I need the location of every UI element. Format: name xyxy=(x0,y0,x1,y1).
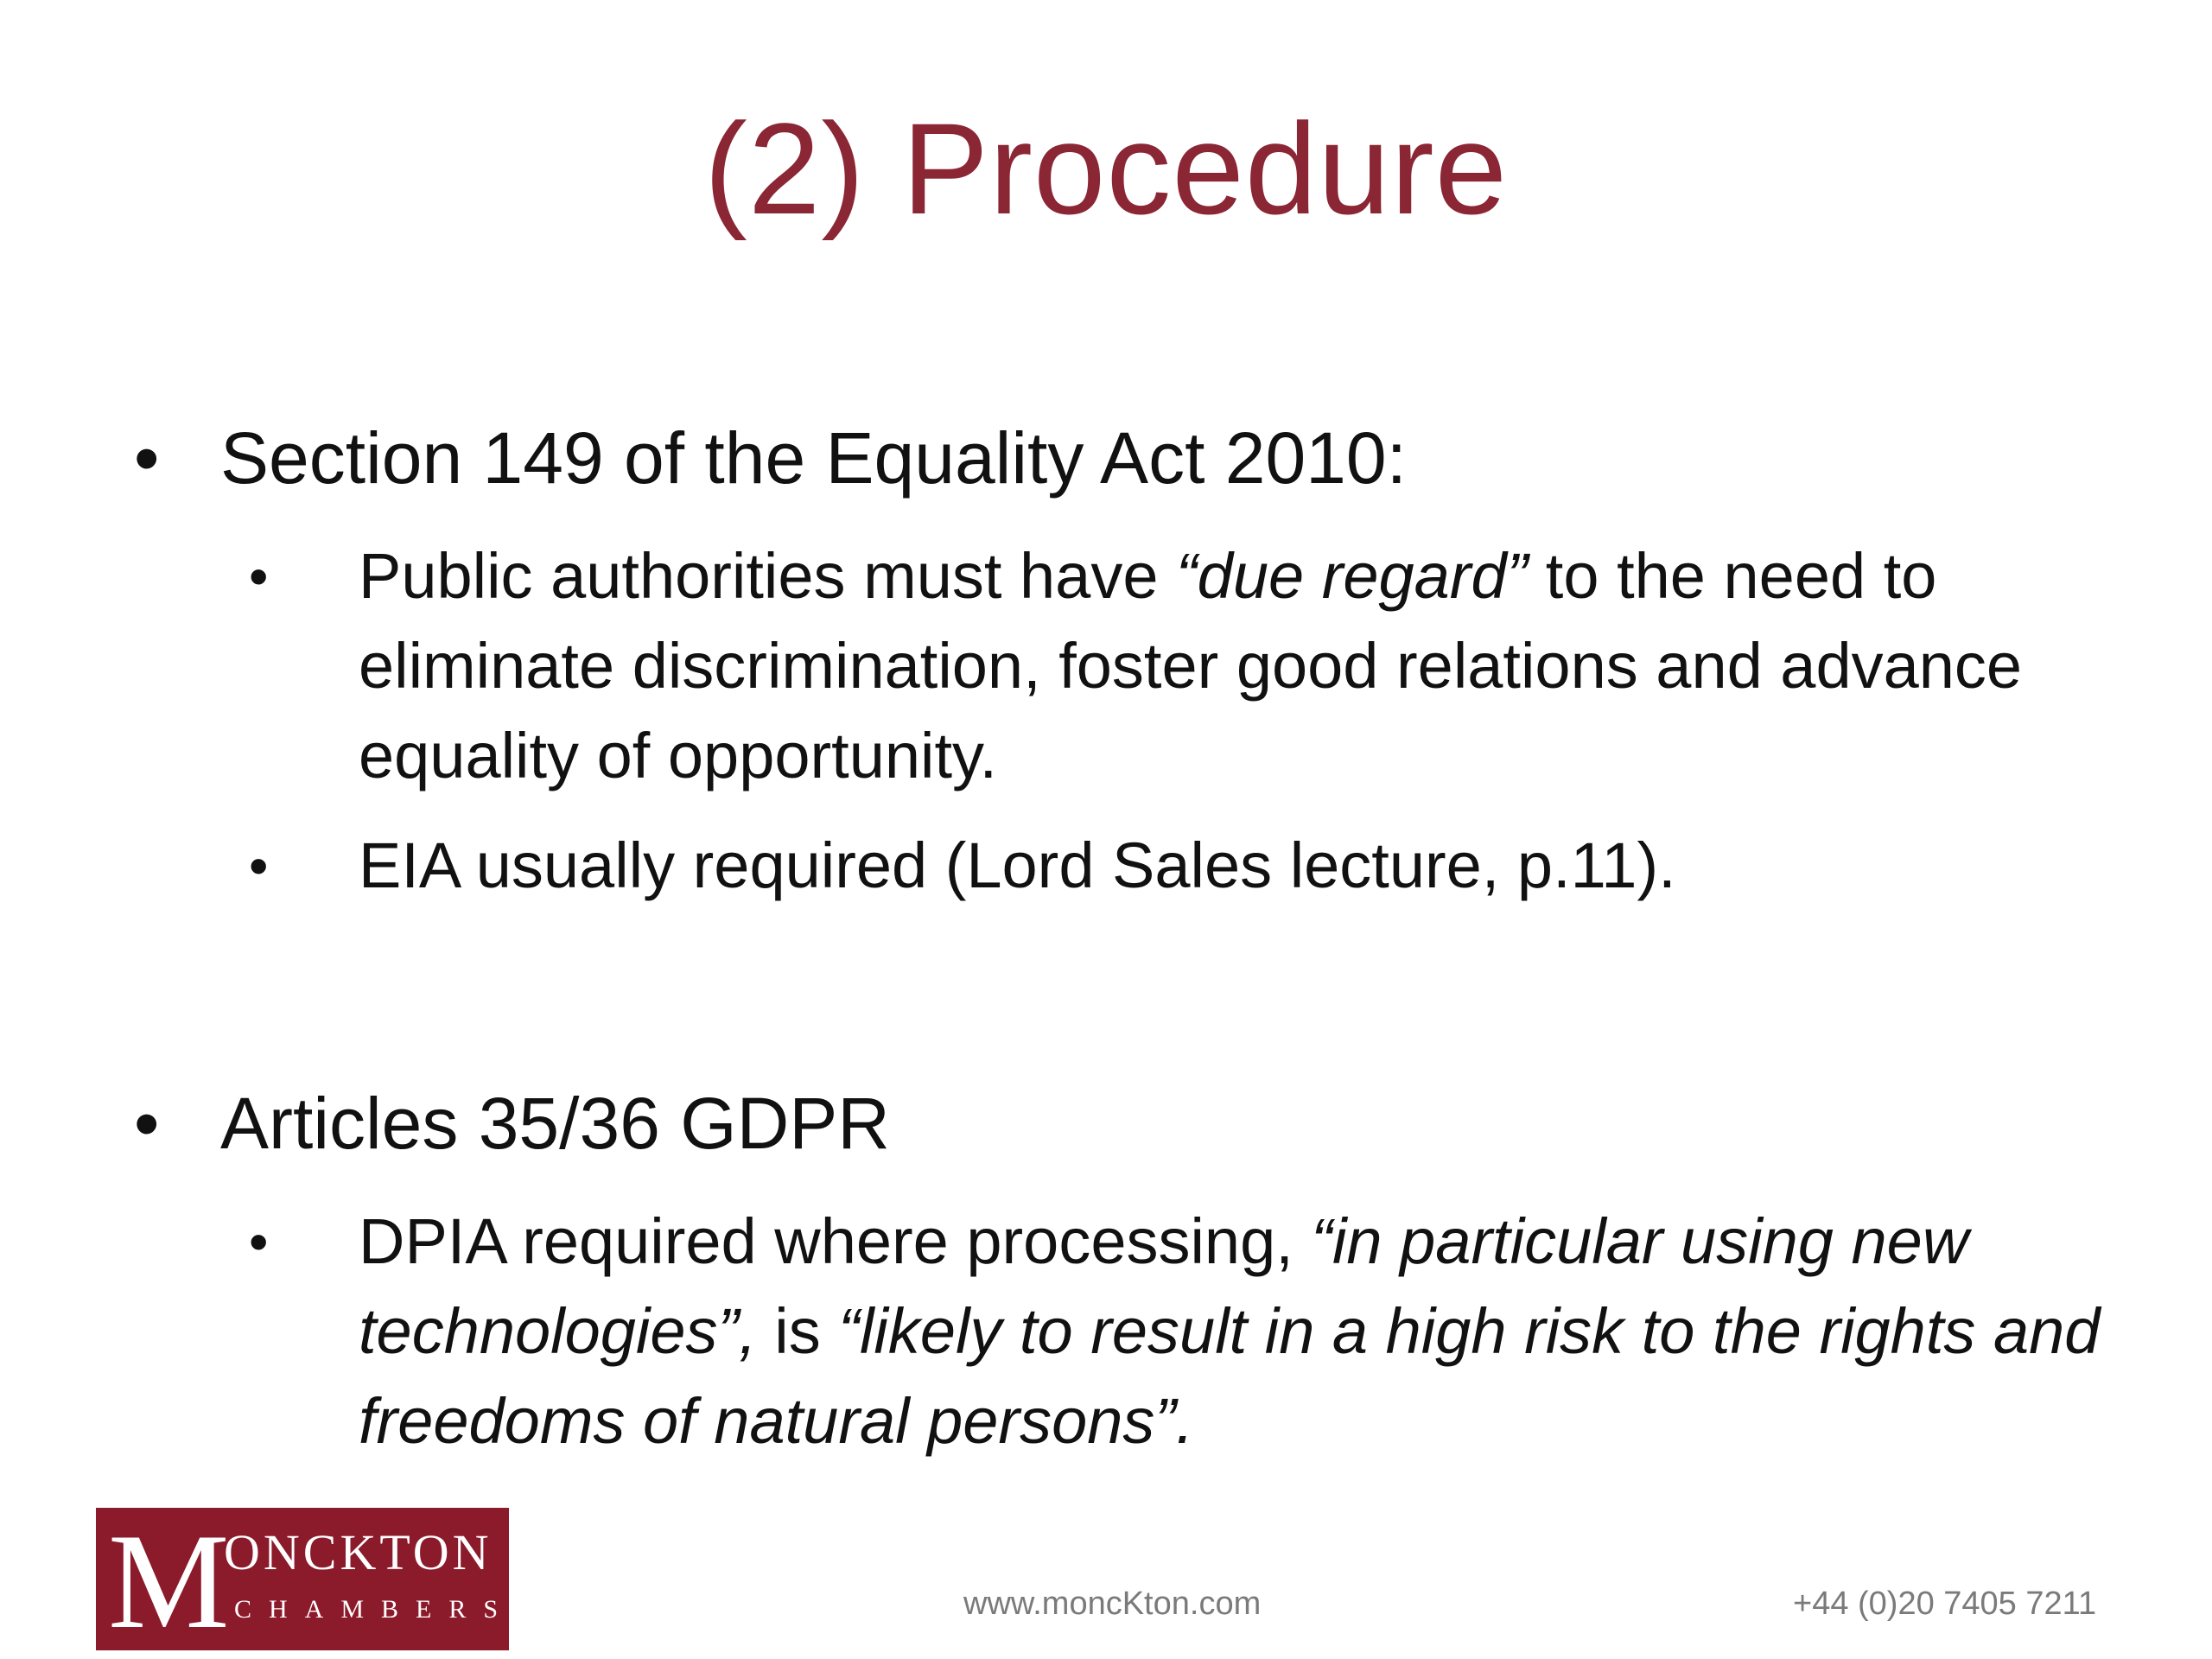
text-run: is xyxy=(756,1295,839,1367)
sub-bullet-text xyxy=(359,1197,2147,1466)
bullet-marker: • xyxy=(249,1211,269,1273)
moncKton-chambers-logo xyxy=(96,1506,516,1657)
footer-website: www.moncKton.com xyxy=(963,1586,1262,1622)
italic-quote: “likely to result in a high risk to the rights and freedoms of natural persons”. xyxy=(359,1295,2101,1457)
footer-phone: +44 (0)20 7405 7211 xyxy=(1793,1586,2097,1622)
bullet-text: Articles 35/36 GDPR xyxy=(220,1083,890,1164)
logo-onckton: ONCKTON xyxy=(224,1524,493,1580)
sub-bullet-text: EIA usually required (Lord Sales lecture, p.11). xyxy=(359,830,1676,901)
bullet-marker: • xyxy=(134,417,160,499)
text-run: DPIA required where processing, xyxy=(359,1205,1312,1277)
slide-title: (2) Procedure xyxy=(703,96,1509,241)
italic-quote: “due regard” xyxy=(1176,540,1529,612)
bullet-text: Section 149 of the Equality Act 2010: xyxy=(220,417,1407,499)
logo-chambers: CHAMBERS xyxy=(234,1595,516,1624)
bullet-marker: • xyxy=(249,835,269,897)
logo-letter-m: M xyxy=(108,1506,230,1657)
text-run: Public authorities must have xyxy=(359,540,1177,612)
sub-bullet-text xyxy=(359,531,2147,801)
bullet-marker: • xyxy=(134,1083,160,1164)
bullet-marker: • xyxy=(249,545,269,607)
text-run: to the need to eliminate discrimination, foster good relations and advance equality of opportunity. xyxy=(359,540,2023,791)
italic-quote: “in particular using new technologies”, xyxy=(359,1205,1969,1367)
